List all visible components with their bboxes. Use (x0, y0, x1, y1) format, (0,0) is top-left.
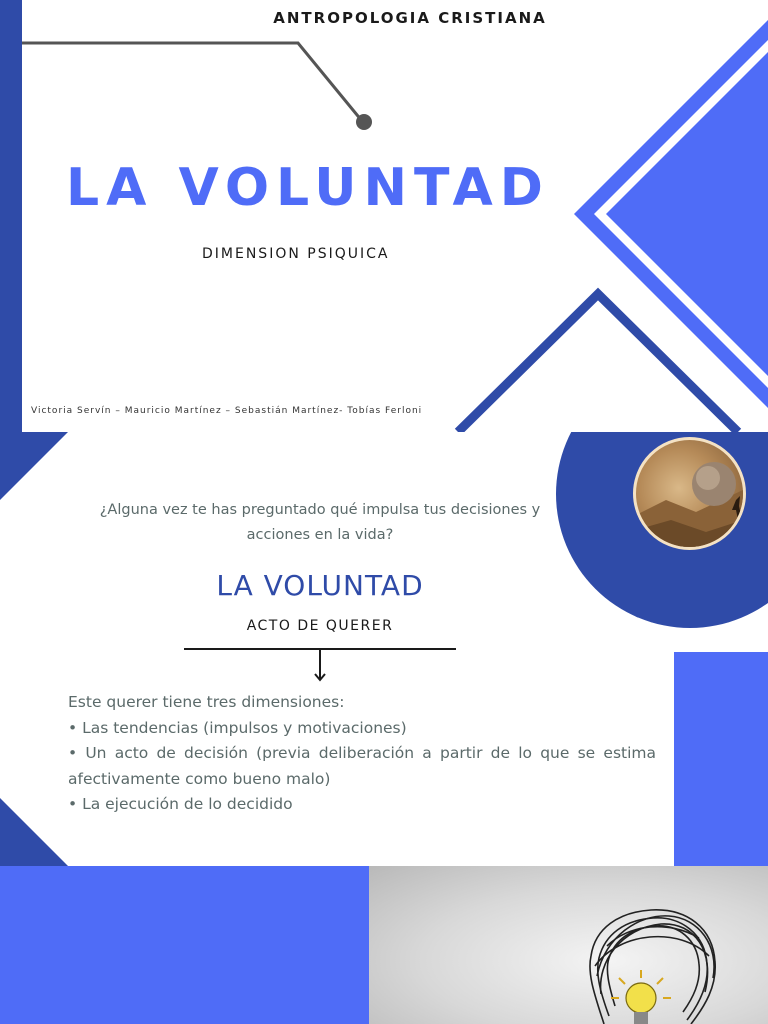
slide-title: LA VOLUNTAD (66, 158, 550, 218)
blue-panel (0, 866, 369, 1024)
lightbulb-icon (611, 970, 671, 1024)
sisyphus-image (633, 437, 746, 550)
head-lightbulb-illustration (369, 866, 768, 1024)
next-slide-preview (0, 866, 768, 1024)
arrow-down-icon (308, 647, 332, 685)
connector-dot (356, 114, 372, 130)
course-header: ANTROPOLOGIA CRISTIANA (273, 9, 547, 27)
authors-line: Victoria Servín – Mauricio Martínez – Sebastián Martínez- Tobías Ferloni (31, 406, 423, 416)
dimension-item: • Las tendencias (impulsos y motivaciones) (68, 718, 407, 737)
dimensions-intro: Este querer tiene tres dimensiones: (68, 693, 345, 711)
dimension-item: • La ejecución de lo decidido (68, 795, 293, 813)
right-accent-block (674, 652, 768, 866)
sisyphus-illustration (636, 440, 743, 547)
dimensions-text (68, 690, 656, 818)
definition-slide (0, 432, 768, 866)
section-title: LA VOLUNTAD (216, 569, 424, 602)
section-subtitle: ACTO DE QUERER (246, 618, 394, 634)
corner-triangle-bottom (0, 798, 68, 866)
question-line-2: acciones en la vida? (246, 527, 394, 543)
slide-subtitle: DIMENSION PSIQUICA (202, 246, 390, 262)
intro-question (80, 498, 560, 548)
corner-triangle-top (0, 432, 68, 500)
dimension-item: • Un acto de decisión (previa deliberación a partir de lo que se estima afectivamente como bueno malo) (68, 744, 656, 788)
head-lightbulb-image (369, 866, 768, 1024)
question-line-1: ¿Alguna vez te has preguntado qué impulsa tus decisiones y (99, 502, 541, 518)
boulder-highlight (696, 466, 720, 490)
connector-line (22, 43, 362, 121)
title-slide (0, 0, 768, 432)
